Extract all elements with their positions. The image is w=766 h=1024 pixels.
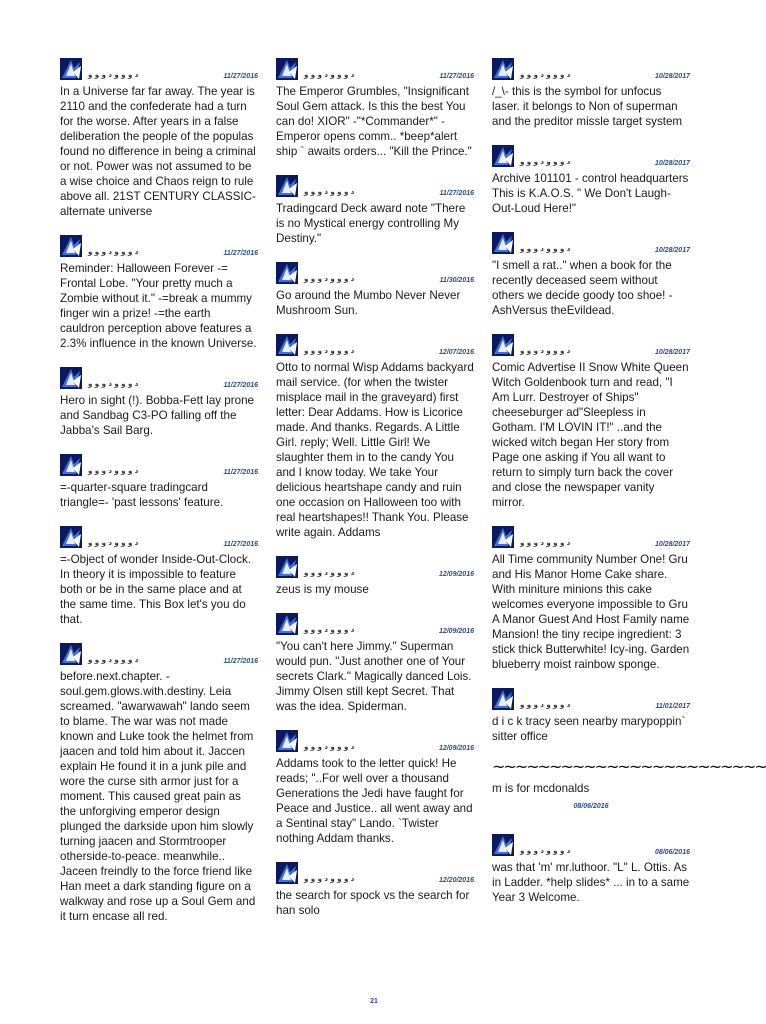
post: [276, 175, 474, 246]
wavy-divider: ~~~~~~~~~~~~~~~~~~~~~~~~: [492, 757, 766, 776]
post: [276, 262, 474, 318]
post-date: 12/09/2016: [438, 571, 474, 578]
post-text: The Emperor Grumbles, "Insignificant Soul Gem attack. Is this the best You can do! XIOR" -"*Commander*" - Emperor opens comm.. *beep*alert ship ` awaits orders... "Kill the Prince.": [276, 85, 472, 158]
post-text: Hero in sight (!). Bobba-Fett lay prone and Sandbag C3-PO falling off the Jabba's Sail Barg.: [60, 394, 254, 437]
avatar-icon: [60, 235, 82, 257]
post-date: 11/27/2016: [439, 190, 474, 197]
post: [492, 232, 690, 318]
post: [60, 367, 258, 438]
avatar-icon: [492, 58, 514, 80]
post-header: [276, 262, 474, 288]
post-header: [60, 643, 258, 669]
column-1: [60, 58, 258, 940]
username: ﺩ ﻭ ﻭ ﻭ ﺩ ﻭ ﻭ ﻭ: [520, 245, 571, 253]
post-text: Archive 101101 - control headquarters This is K.A.O.S. " We Don't Laugh-Out-Loud Here!": [492, 172, 689, 215]
post-date: 11/27/2016: [223, 469, 258, 476]
avatar-icon: [492, 232, 514, 254]
username: ﺩ ﻭ ﻭ ﻭ ﺩ ﻭ ﻭ ﻭ: [88, 248, 139, 256]
post-text: =-Object of wonder Inside-Out-Clock. In theory it is impossible to feature both or be in the same place and at the same time. This Box let's you do that.: [60, 553, 252, 626]
post-text: =-quarter-square tradingcard triangle=- 'past lessons' feature.: [60, 481, 224, 509]
username: ﺩ ﻭ ﻭ ﻭ ﺩ ﻭ ﻭ ﻭ: [88, 539, 139, 547]
username: ﺩ ﻭ ﻭ ﻭ ﺩ ﻭ ﻭ ﻭ: [304, 569, 355, 577]
post: [276, 58, 474, 159]
post: [492, 58, 690, 129]
post-date: 08/06/2016: [654, 849, 690, 856]
post-text: zeus is my mouse: [276, 583, 369, 596]
post-date: 12/09/2016: [438, 745, 474, 752]
username: ﺩ ﻭ ﻭ ﻭ ﺩ ﻭ ﻭ ﻭ: [88, 467, 139, 475]
post-date: 10/28/2017: [654, 541, 690, 548]
username: ﺩ ﻭ ﻭ ﻭ ﺩ ﻭ ﻭ ﻭ: [304, 626, 355, 634]
post: [276, 556, 474, 597]
post-text: the search for spock vs the search for han solo: [276, 889, 470, 917]
username: ﺩ ﻭ ﻭ ﻭ ﺩ ﻭ ﻭ ﻭ: [520, 847, 571, 855]
post-header: [492, 834, 690, 860]
page-number: 21: [370, 998, 378, 1005]
post: [60, 235, 258, 351]
username: ﺩ ﻭ ﻭ ﻭ ﺩ ﻭ ﻭ ﻭ: [304, 275, 355, 283]
avatar-icon: [492, 145, 514, 167]
username: ﺩ ﻭ ﻭ ﻭ ﺩ ﻭ ﻭ ﻭ: [520, 701, 571, 709]
post-header: [60, 235, 258, 261]
post-text: All Time community Number One! Gru and His Manor Home Cake share. With miniture minions this cake welcomes everyone impossible to Gru A Manor Guest And Host Family name Mansion! the tiny recipe ingredient: 3 stick thick Butterwhite! Icy-ing. Garden blueberry moist rainbow sponge.: [492, 553, 690, 671]
post: [492, 145, 690, 216]
username: ﺩ ﻭ ﻭ ﻭ ﺩ ﻭ ﻭ ﻭ: [520, 158, 571, 166]
post-date: 10/28/2017: [654, 247, 690, 254]
post-text: Otto to normal Wisp Addams backyard mail service. (for when the twister misplace mail in the graveyard) first letter: Dear Addams. How is Licorice made. And thanks. Regards. A Little Girl. reply; Well. Little Girl! We slaughter them in to the candy You and I know today. We take Your delicious heartshape candy and ruin one occasion on Halloween too with real heartshapes!! Thank You. Please write again. Addams: [276, 361, 474, 539]
post-text: before.next.chapter. -soul.gem.glows.with.destiny. Leia screamed. "awarwawah" lando seem to blame. The war was not made known and Luke took the helmet from jaacen and told him about it. Jaccen explain He found it in a junk pile and wore the curse sith armor just for a moment. This caused great pain as the unforgiving emperor design plunged the darkside upon him slowly turning jaacen and Stormtrooper otherside-to-peace. meanwhile.. Jaceen freindly to the force friend like Han meet a dark standing figure on a walkway and rose up a Soul Gem and it turn encase all red.: [60, 670, 256, 923]
username: ﺩ ﻭ ﻭ ﻭ ﺩ ﻭ ﻭ ﻭ: [304, 347, 355, 355]
avatar-icon: [276, 556, 298, 578]
avatar-icon: [60, 454, 82, 476]
avatar-icon: [276, 334, 298, 356]
post: [492, 526, 690, 672]
avatar-icon: [276, 613, 298, 635]
post-text: Addams took to the letter quick! He reads; "..For well over a thousand Generations the Jedi have faught for Peace and Justice.. all went away and a Sentinal stay" Lando. `Twister nothing Addam thanks.: [276, 757, 473, 845]
post-date: 12/20/2016: [438, 877, 474, 884]
post-date: 11/30/2016: [439, 277, 474, 284]
username: ﺩ ﻭ ﻭ ﻭ ﺩ ﻭ ﻭ ﻭ: [304, 71, 355, 79]
post-header: [60, 58, 258, 84]
post: [60, 454, 258, 510]
post-date: 11/27/2016: [439, 73, 474, 80]
post-header: [492, 232, 690, 258]
post-header: [276, 334, 474, 360]
post-header: [60, 454, 258, 480]
avatar-icon: [60, 58, 82, 80]
post: [492, 334, 690, 510]
post-date: 11/27/2016: [223, 250, 258, 257]
post-date: 11/27/2016: [223, 541, 258, 548]
column-3: [492, 58, 766, 921]
post-header: [276, 730, 474, 756]
post: [276, 862, 474, 918]
post-text: d i c k tracy seen nearby marypoppin` sitter office: [492, 715, 686, 743]
post-text: "I smell a rat.." when a book for the recently deceased seem without others we decide goody too shoe! - AshVersus theEvildead.: [492, 259, 673, 317]
post-header: [276, 556, 474, 582]
post: [276, 613, 474, 714]
username: ﺩ ﻭ ﻭ ﻭ ﺩ ﻭ ﻭ ﻭ: [88, 380, 139, 388]
post-header: [492, 334, 690, 360]
avatar-icon: [276, 862, 298, 884]
post-date: 12/09/2016: [438, 628, 474, 635]
post-header: [276, 862, 474, 888]
avatar-icon: [492, 688, 514, 710]
post-date: 11/27/2016: [223, 73, 258, 80]
post-header: [276, 58, 474, 84]
post-date: 10/28/2017: [654, 73, 690, 80]
post: [60, 643, 258, 924]
post-text: "You can't here Jimmy." Superman would pun. "Just another one of Your secrets Clark." Magically danced Lois. Jimmy Olsen still kept Secret. That was the idea. Spiderman.: [276, 640, 472, 713]
post-text: Go around the Mumbo Never Never Mushroom Sun.: [276, 289, 461, 317]
avatar-icon: [60, 643, 82, 665]
post: [276, 334, 474, 540]
post-text: In a Universe far far away. The year is 2110 and the confederate had a turn for the worse. After years in a false deliberation the people of the populas found no difference in being a criminal or not. Power was not assumed to be a wise choice and Chaos reign to rule above all. 21ST CENTURY CLASSIC-alternate universe: [60, 85, 256, 218]
avatar-icon: [60, 367, 82, 389]
username: ﺩ ﻭ ﻭ ﻭ ﺩ ﻭ ﻭ ﻭ: [304, 875, 355, 883]
post-header: [60, 526, 258, 552]
post-text: Tradingcard Deck award note "There is no Mystical energy controlling My Destiny.": [276, 202, 466, 245]
post-header: [492, 688, 690, 714]
avatar-icon: [492, 526, 514, 548]
post-date: 10/28/2017: [654, 160, 690, 167]
post-date: 11/27/2016: [223, 658, 258, 665]
post-header: [276, 613, 474, 639]
username: ﺩ ﻭ ﻭ ﻭ ﺩ ﻭ ﻭ ﻭ: [520, 347, 571, 355]
username: ﺩ ﻭ ﻭ ﻭ ﺩ ﻭ ﻭ ﻭ: [88, 71, 139, 79]
post-header: [60, 367, 258, 393]
post: [492, 688, 690, 744]
avatar-icon: [492, 334, 514, 356]
post-date: 11/27/2016: [223, 382, 258, 389]
avatar-icon: [60, 526, 82, 548]
username: ﺩ ﻭ ﻭ ﻭ ﺩ ﻭ ﻭ ﻭ: [520, 71, 571, 79]
avatar-icon: [276, 730, 298, 752]
post-header: [492, 526, 690, 552]
post-text: was that 'm' mr.luthoor. "L" L. Ottis. As in Ladder. *help slides* ... in to a same Year 3 Welcome.: [492, 861, 690, 904]
avatar-icon: [276, 262, 298, 284]
post: [60, 58, 258, 219]
post-date: 11/01/2017: [655, 703, 690, 710]
post-text: Comic Advertise II Snow White Queen Witch Goldenbook turn and read, "I Am Lurr. Destroyer of Ships" cheeseburger ad"Sleepless in Gotham. I'M LOVIN IT!" ..and the wicked witch began Her story from Page one asking if You all want to return to simply turn back the cover and close the newspaper vanity mirror.: [492, 361, 689, 509]
username: ﺩ ﻭ ﻭ ﻭ ﺩ ﻭ ﻭ ﻭ: [88, 656, 139, 664]
column-2: [276, 58, 474, 934]
standalone-date: 08/06/2016: [573, 803, 609, 810]
post: [276, 730, 474, 846]
standalone-heading: m is for mcdonalds: [492, 782, 590, 795]
username: ﺩ ﻭ ﻭ ﻭ ﺩ ﻭ ﻭ ﻭ: [304, 188, 355, 196]
post-header: [276, 175, 474, 201]
post-header: [492, 58, 690, 84]
post-text: /_\- this is the symbol for unfocus laser. it belongs to Non of superman and the preditor missle target system: [492, 85, 683, 128]
post: [492, 834, 690, 905]
avatar-icon: [492, 834, 514, 856]
username: ﺩ ﻭ ﻭ ﻭ ﺩ ﻭ ﻭ ﻭ: [520, 539, 571, 547]
post-header: [492, 145, 690, 171]
username: ﺩ ﻭ ﻭ ﻭ ﺩ ﻭ ﻭ ﻭ: [304, 743, 355, 751]
avatar-icon: [276, 58, 298, 80]
post-date: 12/07/2016: [438, 349, 474, 356]
post-text: Reminder: Halloween Forever -= Frontal Lobe. "Your pretty much a Zombie without it." -=break a mummy finger win a prize! -=the earth cauldron perception above features a 2.3% influence in the known Universe.: [60, 262, 257, 350]
avatar-icon: [276, 175, 298, 197]
post-date: 10/28/2017: [654, 349, 690, 356]
post: [60, 526, 258, 627]
